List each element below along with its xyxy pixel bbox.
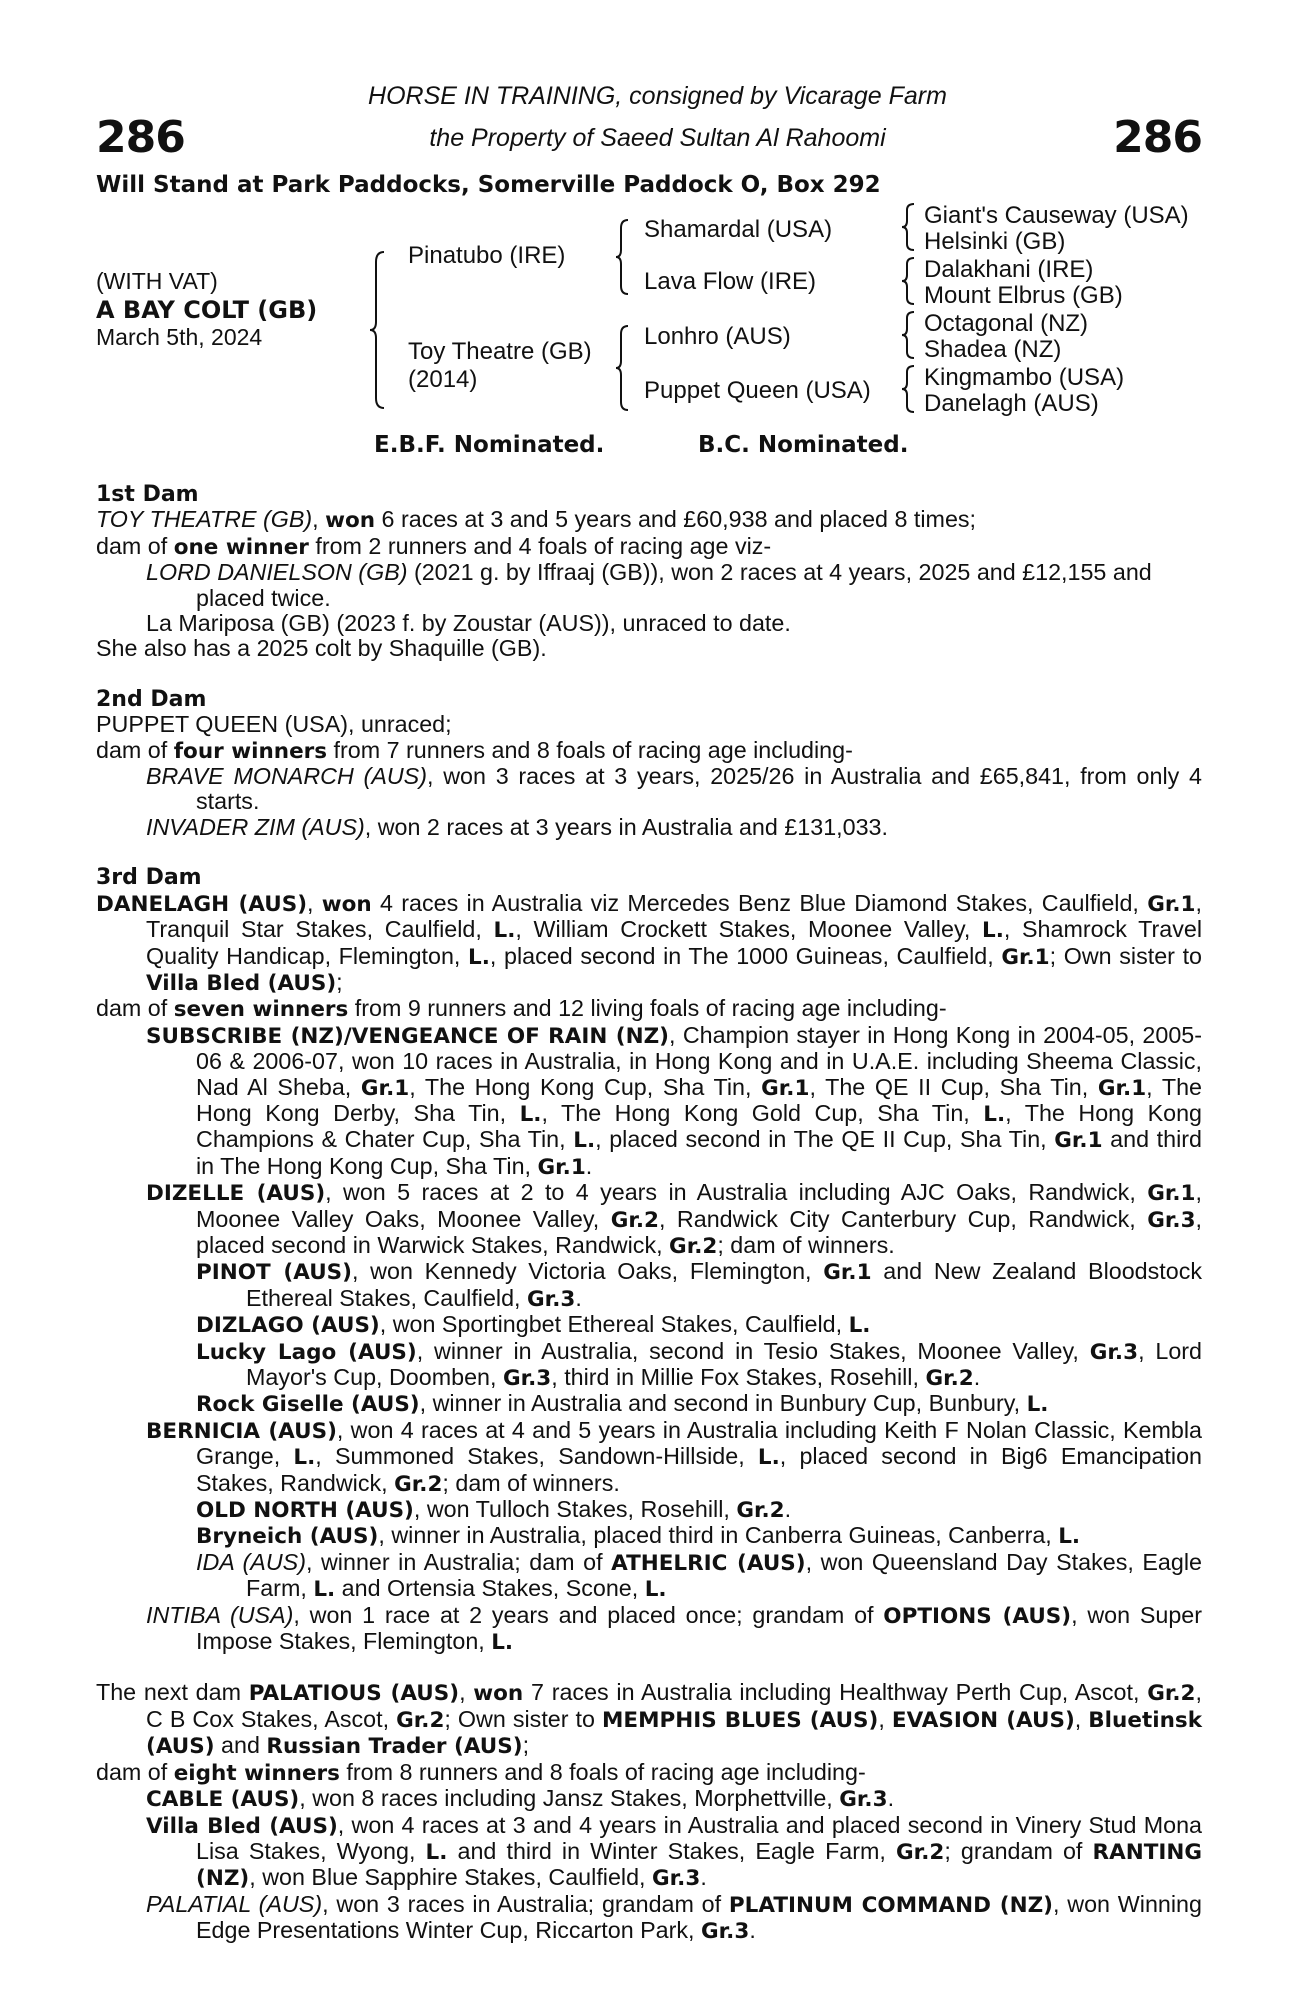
text: . xyxy=(749,1917,756,1944)
produce-dizelle xyxy=(96,1180,1202,1259)
foaling-date: March 5th, 2024 xyxy=(96,324,263,350)
text: , won Tulloch Stakes, Rosehill, xyxy=(413,1496,737,1523)
pedigree-brace-g1 xyxy=(900,202,918,252)
horse-link: Lucky Lago (AUS) xyxy=(196,1339,417,1365)
grade: Gr.3 xyxy=(502,1366,552,1391)
text: , The Hong Kong Gold Cup, Sha Tin, xyxy=(541,1099,984,1126)
grade: L. xyxy=(848,1313,871,1339)
second-dam-produce-2 xyxy=(96,815,1202,840)
horse-link: ATHELRIC (AUS) xyxy=(611,1550,806,1576)
horse-link: PINOT (AUS) xyxy=(196,1260,352,1286)
text: , Shamrock Travel Quality Handicap, Flemington, xyxy=(146,916,1202,969)
text: , Champion stayer in Hong Kong in 2004-05, 2005-06 & 2006-07, won 10 races in Australia, in Hong Kong and in U.A.E. including Sheema Classic, Nad Al Sheba, xyxy=(196,1021,1202,1100)
winner-count: four winners xyxy=(173,738,328,764)
grade: L. xyxy=(644,1577,667,1603)
grade: Gr.1 xyxy=(1147,1181,1196,1207)
first-dam-summary: TOY THEATRE (GB), won 6 races at 3 and 5 years and £60,938 and placed 8 times; xyxy=(96,506,977,534)
text: , Summoned Stakes, Sandown-Hillside, xyxy=(315,1443,758,1470)
text: , The Hong Kong Champions & Chater Cup, Sha Tin, xyxy=(196,1099,1202,1153)
grade: Gr.3 xyxy=(652,1866,701,1892)
horse-link: Bryneich (AUS) xyxy=(196,1524,379,1550)
grade: Gr.1 xyxy=(1097,1075,1147,1101)
grade: Gr.1 xyxy=(537,1154,586,1180)
pedigree-sire: Pinatubo (IRE) xyxy=(408,242,566,269)
text: ; dam of winners. xyxy=(717,1231,895,1258)
grade: L. xyxy=(573,1128,596,1154)
horse-link: DIZELLE (AUS) xyxy=(146,1181,326,1207)
pedigree-brace-g4 xyxy=(900,364,918,414)
text: , William Crockett Stakes, Moonee Valley, xyxy=(515,916,982,943)
produce-cable xyxy=(96,1786,1202,1812)
produce-old-north xyxy=(96,1497,1202,1523)
horse-link: IDA (AUS) xyxy=(196,1548,306,1575)
text: . xyxy=(575,1284,582,1311)
grade: Gr.2 xyxy=(1147,1681,1196,1707)
produce-bernicia xyxy=(96,1418,1202,1497)
pedigree-gg6: Shadea (NZ) xyxy=(924,336,1062,363)
pedigree-brace-g3 xyxy=(900,310,918,360)
horse-link: LORD DANIELSON (GB) xyxy=(146,559,408,586)
text: dam of xyxy=(96,736,174,763)
bc-nomination: B.C. Nominated. xyxy=(698,432,909,458)
grade: L. xyxy=(425,1839,448,1865)
horse-link: BRAVE MONARCH (AUS) xyxy=(146,763,427,790)
first-dam-record: 6 races at 3 and 5 years and £60,938 and placed 8 times; xyxy=(375,506,977,533)
grade: Gr.3 xyxy=(1147,1207,1196,1233)
grade: Gr.1 xyxy=(823,1260,872,1286)
grade: Gr.3 xyxy=(527,1286,576,1312)
pedigree-brace-dam xyxy=(614,324,632,412)
grade: Gr.2 xyxy=(925,1366,974,1391)
text: , won 3 races in Australia; grandam of xyxy=(322,1890,729,1917)
produce-lucky-lago xyxy=(96,1339,1202,1392)
grade: Gr.2 xyxy=(736,1498,785,1524)
text: . xyxy=(887,1785,895,1812)
text: , Moonee Valley Oaks, Moonee Valley, xyxy=(196,1179,1202,1232)
text: , The Hong Kong Cup, Sha Tin, xyxy=(409,1073,762,1100)
text: ; Own sister to xyxy=(444,1705,603,1732)
text: , won 3 races at 3 years, 2025/26 in Australia and £65,841, from only 4 starts. xyxy=(196,763,1203,815)
text: , Tranquil Star Stakes, Caulfield, xyxy=(146,889,1202,943)
produce-villa-bled xyxy=(96,1813,1202,1892)
first-dam-produce xyxy=(96,534,1202,560)
text: , xyxy=(1074,1705,1089,1732)
third-dam-name: DANELAGH (AUS) xyxy=(96,891,308,917)
text: , won Blue Sapphire Stakes, Caulfield, xyxy=(249,1864,652,1891)
won-label: won xyxy=(325,508,376,534)
pedigree-dam-year: (2014) xyxy=(408,366,478,393)
second-dam-heading: 2nd Dam xyxy=(96,686,207,712)
grade: L. xyxy=(468,944,490,970)
text: , winner in Australia, second in Tesio Stakes, Moonee Valley, xyxy=(416,1337,1090,1364)
text: , The Hong Kong Derby, Sha Tin, xyxy=(196,1073,1202,1126)
second-dam-summary: PUPPET QUEEN (USA), unraced; xyxy=(96,711,452,738)
third-dam-heading: 3rd Dam xyxy=(96,865,202,891)
produce-ida xyxy=(96,1550,1202,1603)
winner-count: seven winners xyxy=(173,997,349,1023)
grade: Gr.1 xyxy=(1001,944,1050,970)
stand-location: Will Stand at Park Paddocks, Somerville Paddock O, Box 292 xyxy=(96,172,881,198)
text: , placed second in Warwick Stakes, Randwick, xyxy=(196,1205,1203,1258)
produce-palatial xyxy=(96,1892,1202,1945)
horse-link: Villa Bled (AUS) xyxy=(146,1813,338,1839)
text: ; Own sister to xyxy=(1049,942,1202,969)
text: , won Super Impose Stakes, Flemington, xyxy=(196,1601,1203,1655)
text: 4 races in Australia viz Mercedes Benz Blue Diamond Stakes, Caulfield, xyxy=(371,889,1148,916)
vat-label: (WITH VAT) xyxy=(96,268,218,294)
text: , won Queensland Day Stakes, Eagle Farm, xyxy=(246,1548,1202,1602)
grade: Gr.1 xyxy=(761,1075,810,1101)
text: , won 8 races including Jansz Stakes, Morphettville, xyxy=(299,1785,840,1812)
header-property: the Property of Saeed Sultan Al Rahoomi xyxy=(429,124,886,152)
text: . xyxy=(700,1864,707,1891)
next-dam-summary: The next dam PALATIOUS (AUS), won 7 races in Australia including Healthway Perth Cup, Ascot, Gr.2, C B Cox Stakes, Ascot, Gr.2; Own sister to MEMPHIS BLUES (AUS), EVASION (AUS), Bluetinsk (AUS) and Russian Trader (AUS); xyxy=(96,1679,1202,1760)
grade: L. xyxy=(293,1445,316,1471)
text: , won 4 races at 4 and 5 years in Australia including Keith F Nolan Classic, Kembla Grange, xyxy=(196,1416,1202,1470)
text: ; xyxy=(522,1732,530,1759)
grade: L. xyxy=(1026,1392,1049,1418)
text: , Lord Mayor's Cup, Doomben, xyxy=(246,1337,1203,1390)
horse-link: SUBSCRIBE (NZ)/VENGEANCE OF RAIN (NZ) xyxy=(146,1023,669,1049)
text: from 7 runners and 8 foals of racing age including- xyxy=(327,736,853,763)
text: dam of xyxy=(96,1758,174,1785)
text: dam of xyxy=(96,995,174,1022)
produce-subscribe xyxy=(96,1023,1202,1180)
grade: Gr.1 xyxy=(1147,891,1196,917)
text: ; xyxy=(336,968,343,995)
horse-link: OLD NORTH (AUS) xyxy=(196,1498,414,1524)
second-dam-produce xyxy=(96,738,1202,764)
third-dam-summary: DANELAGH (AUS), won 4 races in Australia viz Mercedes Benz Blue Diamond Stakes, Caulfield, Gr.1, Tranquil Star Stakes, Caulfield, L., William Crockett Stakes, Moonee Valley, L., Shamrock Travel Quality Handicap, Flemington, L., placed second in The 1000 Guineas, Caulfield, Gr.1; Own sister to Villa Bled (AUS); xyxy=(96,889,1202,996)
grade: L. xyxy=(493,918,516,944)
pedigree-gg3: Dalakhani (IRE) xyxy=(924,256,1094,283)
text: ; dam of winners. xyxy=(442,1469,620,1496)
first-dam-also: She also has a 2025 colt by Shaquille (GB). xyxy=(96,635,547,662)
header-consignor: HORSE IN TRAINING, consigned by Vicarage Farm xyxy=(368,82,947,110)
pedigree-dam-dam: Puppet Queen (USA) xyxy=(644,377,871,404)
text: , won Winning Edge Presentations Winter Cup, Riccarton Park, xyxy=(196,1890,1202,1944)
second-dam-produce-1 xyxy=(96,764,1202,815)
horse-link: RANTING (NZ) xyxy=(196,1839,1203,1892)
text: and third in The Hong Kong Cup, Sha Tin, xyxy=(196,1126,1202,1179)
text: from 9 runners and 12 living foals of racing age including- xyxy=(348,995,947,1022)
grade: L. xyxy=(1058,1524,1081,1550)
pedigree-gg1: Giant's Causeway (USA) xyxy=(924,202,1189,229)
winner-count: eight winners xyxy=(173,1760,340,1786)
text: , The QE II Cup, Sha Tin, xyxy=(809,1073,1098,1100)
pedigree-dam-sire: Lonhro (AUS) xyxy=(644,323,791,350)
horse-link: Villa Bled (AUS) xyxy=(146,970,337,996)
pedigree-brace-main xyxy=(368,250,388,410)
text: , winner in Australia; dam of xyxy=(305,1548,612,1575)
text: . xyxy=(585,1152,593,1179)
text: , won 5 races at 2 to 4 years in Australia including AJC Oaks, Randwick, xyxy=(325,1179,1148,1206)
pedigree-brace-sire xyxy=(614,218,632,296)
text: , xyxy=(878,1705,885,1732)
text: , placed second in The 1000 Guineas, Caulfield, xyxy=(489,942,1002,969)
winner-count: one winner xyxy=(173,534,309,560)
horse-name: A BAY COLT (GB) xyxy=(96,296,318,324)
pedigree-gg4: Mount Elbrus (GB) xyxy=(924,282,1123,309)
grade: Gr.2 xyxy=(610,1207,659,1233)
text: , won Sportingbet Ethereal Stakes, Caulfield, xyxy=(379,1311,849,1338)
grade: Gr.1 xyxy=(360,1075,410,1101)
text: and Ortensia Stakes, Scone, xyxy=(335,1575,645,1602)
text: dam of xyxy=(96,532,174,559)
produce-pinot xyxy=(96,1259,1202,1312)
next-dam-name: PALATIOUS (AUS) xyxy=(248,1681,460,1707)
horse-link: INTIBA (USA) xyxy=(146,1601,294,1628)
text: . xyxy=(784,1496,792,1523)
won-label: won xyxy=(473,1681,524,1707)
text: and xyxy=(214,1732,267,1759)
grade: Gr.2 xyxy=(896,1839,945,1865)
text: 7 races in Australia including Healthway Perth Cup, Ascot, xyxy=(523,1679,1148,1706)
horse-link: Bluetinsk (AUS) xyxy=(146,1707,1202,1760)
first-dam-produce-2: La Mariposa (GB) (2023 f. by Zoustar (AUS)), unraced to date. xyxy=(146,610,791,637)
produce-rock-giselle xyxy=(96,1391,1202,1417)
pedigree-gg5: Octagonal (NZ) xyxy=(924,310,1089,337)
grade: Gr.1 xyxy=(1054,1128,1103,1154)
horse-link: Russian Trader (AUS) xyxy=(266,1734,523,1760)
text: and third in Winter Stakes, Eagle Farm, xyxy=(447,1837,897,1864)
grade: L. xyxy=(757,1445,780,1471)
first-dam-heading: 1st Dam xyxy=(96,482,199,507)
grade: L. xyxy=(313,1577,336,1603)
text: , Randwick City Canterbury Cup, Randwick, xyxy=(659,1205,1148,1232)
grade: L. xyxy=(982,918,1004,944)
horse-link: MEMPHIS BLUES (AUS) xyxy=(602,1707,879,1733)
next-dam-produce xyxy=(96,1760,1202,1786)
horse-link: Rock Giselle (AUS) xyxy=(196,1392,420,1418)
first-dam-name: TOY THEATRE (GB) xyxy=(96,506,313,533)
text: , won 4 races at 3 and 4 years in Australia and placed second in Vinery Stud Mona Lisa Stakes, Wyong, xyxy=(196,1811,1202,1864)
pedigree-sire-dam: Lava Flow (IRE) xyxy=(644,268,817,295)
text: ; grandam of xyxy=(944,1837,1093,1864)
grade: Gr.3 xyxy=(1089,1339,1139,1365)
grade: L. xyxy=(983,1101,1006,1127)
grade: Gr.2 xyxy=(669,1233,718,1259)
text: , won 2 races at 3 years in Australia and £131,033. xyxy=(364,813,888,840)
text: . xyxy=(973,1364,981,1390)
grade: L. xyxy=(491,1630,514,1656)
pedigree-dam: Toy Theatre (GB) xyxy=(408,338,592,365)
pedigree-gg2: Helsinki (GB) xyxy=(924,228,1066,255)
pedigree-sire-sire: Shamardal (USA) xyxy=(644,216,833,243)
grade: Gr.3 xyxy=(701,1919,750,1945)
grade: Gr.2 xyxy=(396,1707,445,1733)
pedigree-gg7: Kingmambo (USA) xyxy=(924,364,1125,391)
text: (2021 g. by Iffraaj (GB)), won 2 races at 4 years, 2025 and £12,155 and placed twice. xyxy=(196,559,1152,611)
pedigree-gg8: Danelagh (AUS) xyxy=(924,390,1099,417)
third-dam-produce xyxy=(96,996,1202,1022)
text: , winner in Australia, placed third in Canberra Guineas, Canberra, xyxy=(378,1522,1059,1549)
text: from 2 runners and 4 foals of racing age viz- xyxy=(308,532,772,559)
pedigree-brace-g2 xyxy=(900,256,918,306)
text: The next dam xyxy=(96,1679,249,1706)
text: , won 1 race at 2 years and placed once; grandam of xyxy=(293,1601,884,1628)
text: from 8 runners and 8 foals of racing age including- xyxy=(339,1758,866,1785)
horse-link: PALATIAL (AUS) xyxy=(146,1890,323,1917)
text: , winner in Australia and second in Bunbury Cup, Bunbury, xyxy=(419,1390,1027,1417)
text: , third in Millie Fox Stakes, Rosehill, xyxy=(551,1364,926,1390)
produce-bryneich xyxy=(96,1523,1202,1549)
lot-number-left: 286 xyxy=(96,112,185,163)
horse-link: INVADER ZIM (AUS) xyxy=(146,813,365,840)
grade: Gr.3 xyxy=(839,1787,888,1813)
horse-link: OPTIONS (AUS) xyxy=(883,1603,1072,1629)
text: , placed second in Big6 Emancipation Stakes, Randwick, xyxy=(196,1443,1202,1496)
won-label: won xyxy=(321,891,372,917)
horse-link: PLATINUM COMMAND (NZ) xyxy=(728,1892,1054,1918)
ebf-nomination: E.B.F. Nominated. xyxy=(374,432,605,458)
produce-intiba xyxy=(96,1603,1202,1656)
catalogue-body xyxy=(96,482,1202,1945)
horse-link: DIZLAGO (AUS) xyxy=(196,1313,380,1339)
text: , won Kennedy Victoria Oaks, Flemington, xyxy=(352,1258,824,1285)
text: and New Zealand Bloodstock Ethereal Stakes, Caulfield, xyxy=(246,1258,1203,1311)
grade: L. xyxy=(519,1101,542,1127)
grade: Gr.2 xyxy=(394,1471,443,1497)
horse-link: EVASION (AUS) xyxy=(891,1707,1075,1733)
horse-link: CABLE (AUS) xyxy=(146,1787,300,1813)
lot-number-right: 286 xyxy=(1113,112,1202,163)
horse-link: BERNICIA (AUS) xyxy=(146,1418,337,1444)
text: , placed second in The QE II Cup, Sha Tin, xyxy=(595,1126,1055,1153)
first-dam-produce-1 xyxy=(96,560,1202,611)
produce-dizlago xyxy=(96,1312,1202,1338)
text: , C B Cox Stakes, Ascot, xyxy=(146,1679,1202,1732)
